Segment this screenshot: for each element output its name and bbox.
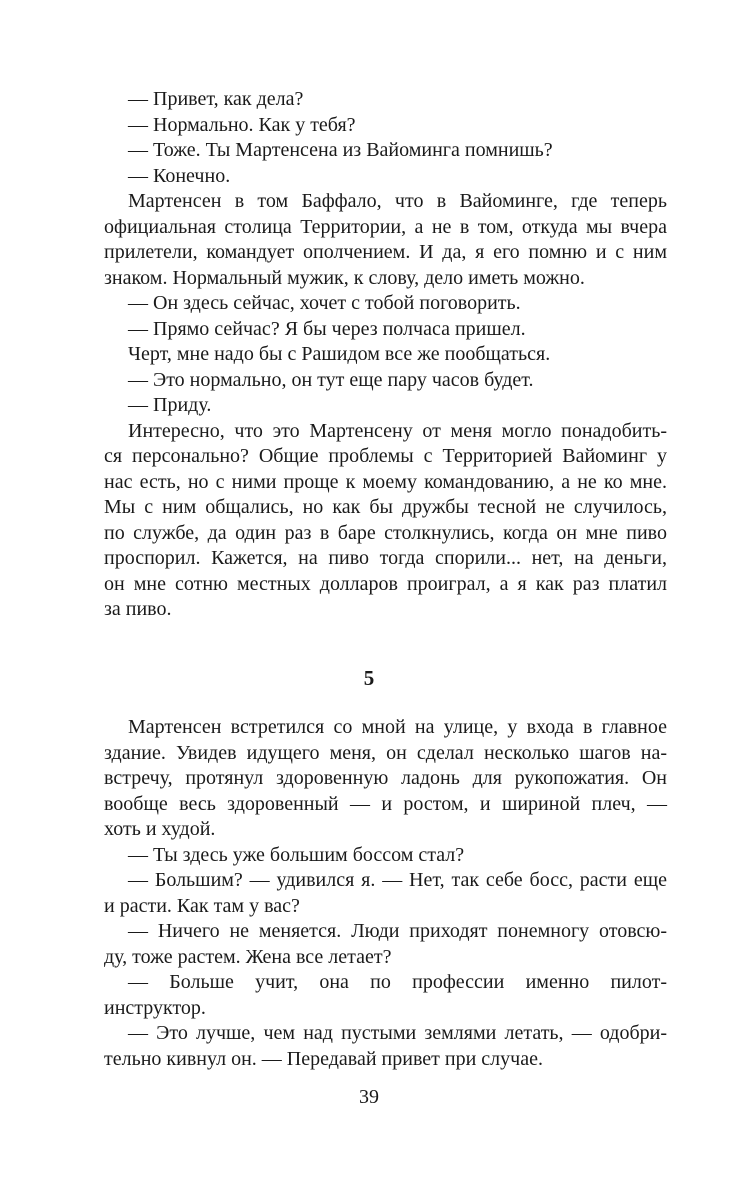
page-number: 39 xyxy=(359,1086,379,1108)
text-line: — Приду. xyxy=(128,394,212,416)
text-line: хоть и худой. xyxy=(104,818,216,840)
text-line: — Тоже. Ты Мартенсена из Вайоминга помнишь? xyxy=(128,139,553,161)
text-line: — Это нормально, он тут еще пару часов будет. xyxy=(128,368,534,391)
text-line: Интересно, что это Мартенсену от меня могло понадобить- xyxy=(128,419,667,442)
text-line: официальная столица Территории, а не в том, откуда мы вчера xyxy=(104,215,667,238)
text-line: проспорил. Кажется, на пиво тогда спорили... нет, на деньги, xyxy=(104,547,667,569)
text-line: вообще весь здоровенный — и ростом, и шириной плеч, — xyxy=(104,792,667,815)
text-block-before-chapter xyxy=(104,87,667,623)
text-line: и расти. Как там у вас? xyxy=(104,894,300,917)
text-line: здание. Увидев идущего меня, он сделал несколько шагов на- xyxy=(104,741,667,764)
text-line: — Ты здесь уже большим боссом стал? xyxy=(128,843,465,866)
text-line: — Большим? — удивился я. — Нет, так себе босс, расти еще xyxy=(128,869,667,891)
text-line: за пиво. xyxy=(104,598,172,620)
text-line: — Больше учит, она по профессии именно пилот- xyxy=(128,971,667,993)
chapter-number: 5 xyxy=(363,666,375,690)
text-line: ся персонально? Общие проблемы с Территорией Вайоминг у xyxy=(104,445,667,467)
text-line: ду, тоже растем. Жена все летает? xyxy=(104,945,392,968)
text-line: Мартенсен встретился со мной на улице, у входа в главное xyxy=(128,716,667,738)
text-line: Мартенсен в том Баффало, что в Вайоминге, где теперь xyxy=(128,190,667,212)
text-line: по службе, да один раз в баре столкнулись, когда он мне пиво xyxy=(104,521,667,544)
text-line: — Нормально. Как у тебя? xyxy=(128,113,356,136)
text-line: Черт, мне надо бы с Рашидом все же пообщаться. xyxy=(128,343,551,365)
text-line: прилетели, командует ополчением. И да, я его помню и с ним xyxy=(104,241,667,263)
text-line: — Конечно. xyxy=(128,164,231,187)
text-line: — Прямо сейчас? Я бы через полчаса пришел. xyxy=(128,317,526,340)
text-line: знаком. Нормальный мужик, к слову, дело иметь можно. xyxy=(104,266,585,289)
text-line: — Привет, как дела? xyxy=(128,88,304,110)
text-line: он мне сотню местных долларов проиграл, а я как раз платил xyxy=(104,572,667,595)
text-line: — Это лучше, чем над пустыми землями летать, — одобри- xyxy=(128,1022,667,1044)
text-line: встречу, протянул здоровенную ладонь для рукопожатия. Он xyxy=(104,767,667,789)
text-block-chapter-5 xyxy=(104,715,667,1072)
text-line: — Он здесь сейчас, хочет с тобой поговорить. xyxy=(128,292,521,314)
text-line: Мы с ним общались, но как бы дружбы тесной не случилось, xyxy=(104,496,667,518)
text-line: тельно кивнул он. — Передавай привет при случае. xyxy=(104,1047,543,1070)
text-line: — Ничего не меняется. Люди приходят понемногу отовсю- xyxy=(128,920,667,942)
text-line: нас есть, но с ними проще к моему командованию, а не ко мне. xyxy=(104,470,667,493)
text-line: инструктор. xyxy=(104,996,206,1019)
